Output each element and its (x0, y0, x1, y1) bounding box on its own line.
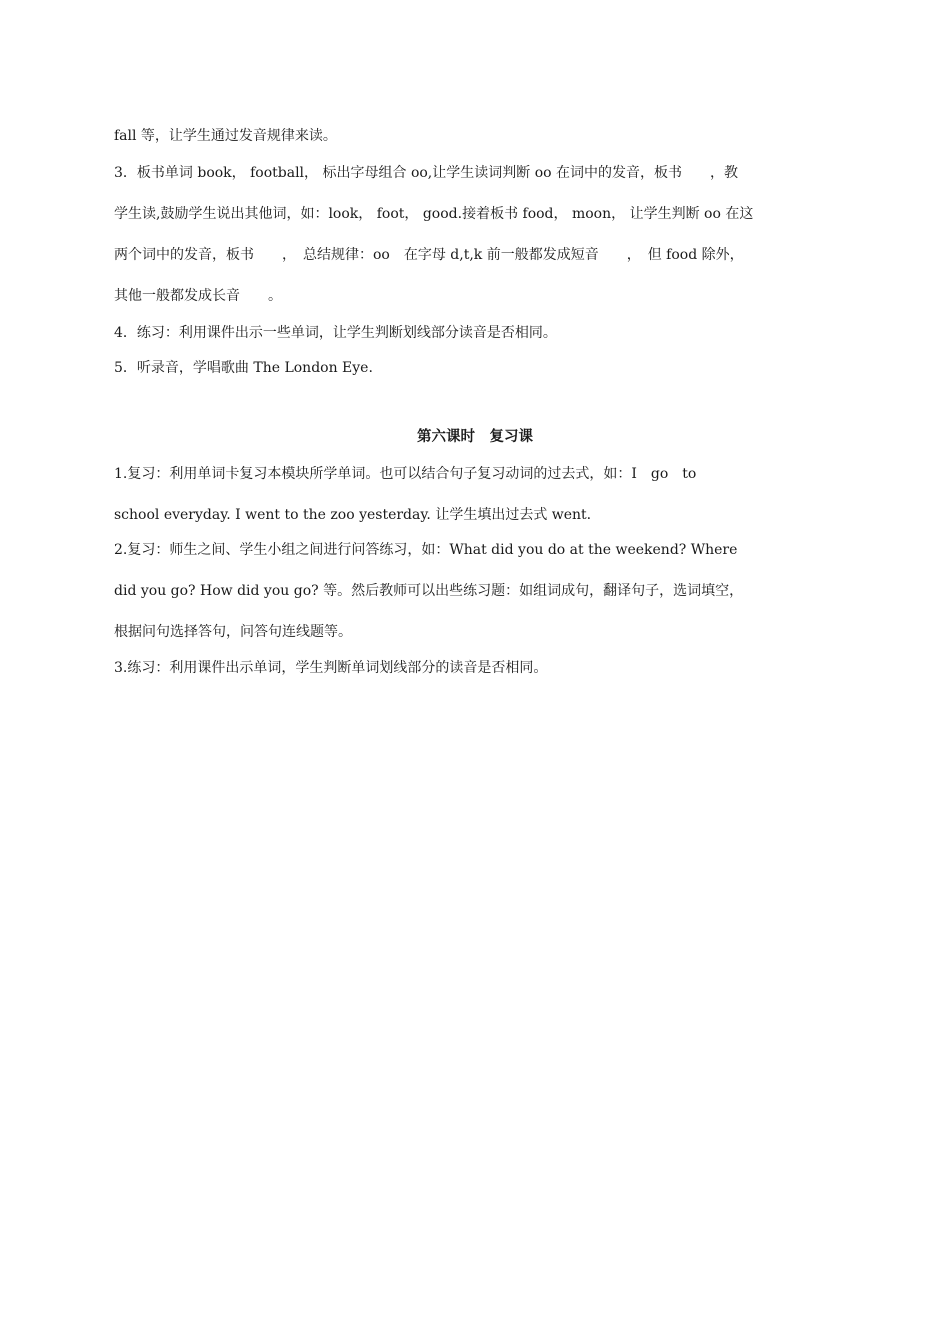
paragraph-line: 3．板书单词 book， football， 标出字母组合 oo,让学生读词判断 oo 在词中的发音，板书 ，教 (114, 165, 739, 181)
paragraph-line: 3.练习：利用课件出示单词，学生判断单词划线部分的读音是否相同。 (114, 660, 548, 676)
paragraph-line: 根据问句选择答句，问答句连线题等。 (114, 624, 352, 640)
paragraph-line: 其他一般都发成长音 。 (114, 288, 282, 304)
paragraph-line: fall 等，让学生通过发音规律来读。 (114, 128, 337, 144)
paragraph-line: 2.复习：师生之间、学生小组之间进行问答练习，如：What did you do at the weekend? Where (114, 542, 738, 558)
paragraph-line: 4．练习：利用课件出示一些单词，让学生判断划线部分读音是否相同。 (114, 325, 557, 341)
paragraph-line: school everyday. I went to the zoo yesterday. 让学生填出过去式 went. (114, 507, 592, 523)
paragraph-line: 学生读,鼓励学生说出其他词，如：look， foot， good.接着板书 food， moon， 让学生判断 oo 在这 (114, 206, 754, 222)
paragraph-line: did you go? How did you go? 等。然后教师可以出些练习题：如组词成句，翻译句子，选词填空， (114, 583, 744, 599)
section-title: 第六课时 复习课 (417, 429, 533, 445)
paragraph-line: 5．听录音，学唱歌曲 The London Eye. (114, 360, 373, 376)
paragraph-line: 1.复习：利用单词卡复习本模块所学单词。也可以结合句子复习动词的过去式，如：I go to (114, 466, 697, 482)
paragraph-line: 两个词中的发音，板书 ， 总结规律：oo 在字母 d,t,k 前一般都发成短音 ， 但 food 除外， (114, 247, 744, 263)
